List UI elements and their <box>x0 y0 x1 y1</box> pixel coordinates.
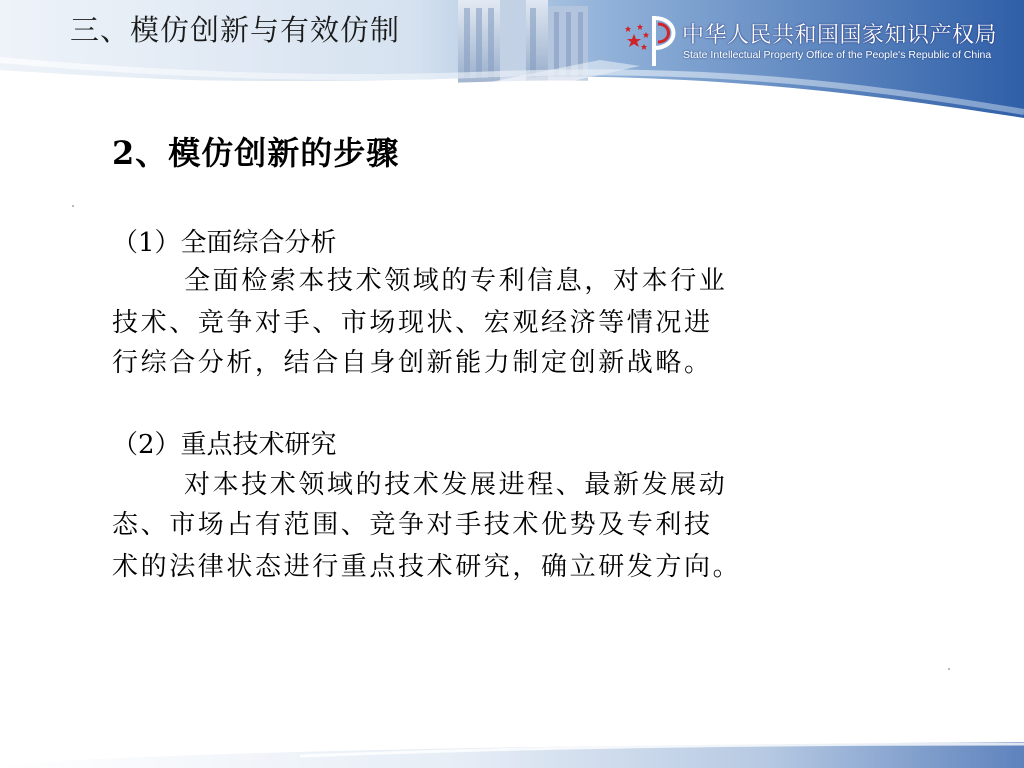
decorative-dot <box>948 668 950 670</box>
step-1-line-2: 技术、竞争对手、市场现状、宏观经济等情况进 <box>112 308 713 338</box>
decorative-dot <box>72 205 74 207</box>
footer-banner <box>0 740 1024 768</box>
step-1-line-3: 行综合分析，结合自身创新能力制定创新战略。 <box>112 348 713 378</box>
sipo-name-english: State Intellectual Property Office of the People's Republic of China <box>683 49 992 61</box>
step-2-line-1: 对本技术领域的技术发展进程、最新发展动 <box>184 470 728 500</box>
step-2-heading: （2）重点技术研究 <box>112 430 337 460</box>
step-1-line-1: 全面检索本技术领域的专利信息，对本行业 <box>184 266 728 296</box>
section-title: 三、模仿创新与有效仿制 <box>70 13 401 47</box>
step-2-line-3: 术的法律状态进行重点技术研究，确立研发方向。 <box>112 552 742 582</box>
step-1-heading: （1）全面综合分析 <box>112 228 337 258</box>
footer-wave-graphic <box>0 740 1024 768</box>
slide-subtitle: 2、模仿创新的步骤 <box>112 134 400 172</box>
sipo-name-chinese: 中华人民共和国国家知识产权局 <box>682 23 998 48</box>
step-2-line-2: 态、市场占有范围、竞争对手技术优势及专利技 <box>112 510 713 540</box>
